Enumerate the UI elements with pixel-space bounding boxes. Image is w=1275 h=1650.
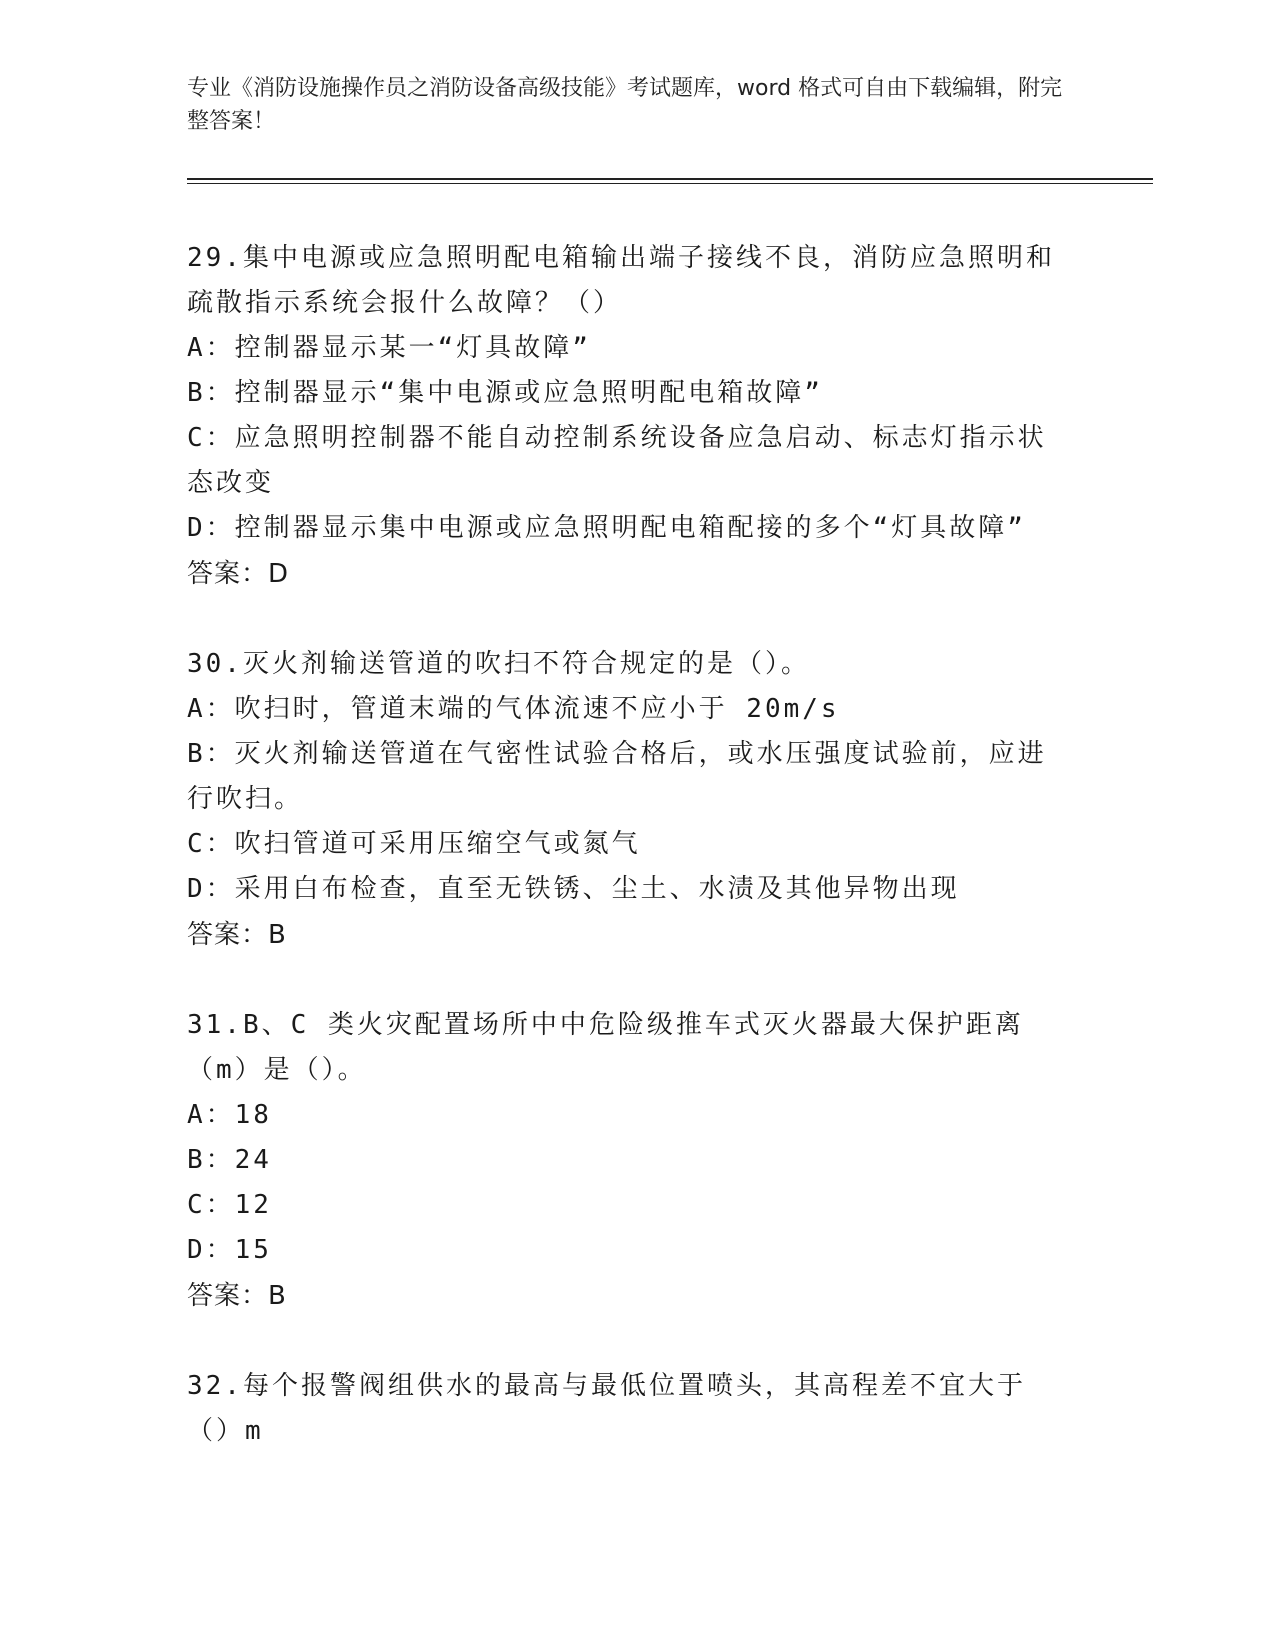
question-stem: 集中电源或应急照明配电箱输出端子接线不良，消防应急照明和疏散指示系统会报什么故障？（） <box>187 243 1055 318</box>
option-a: A：控制器显示某一“灯具故障” <box>187 333 591 363</box>
option-d: D：15 <box>187 1235 272 1265</box>
page-header: 专业《消防设施操作员之消防设备高级技能》考试题库，word 格式可自由下载编辑，附完整答案！ <box>187 76 1063 134</box>
question-number: 31. <box>187 1010 243 1040</box>
header-divider-thin <box>187 183 1153 184</box>
answer: 答案：B <box>187 1281 287 1311</box>
option-d: D：控制器显示集中电源或应急照明配电箱配接的多个“灯具故障” <box>187 513 1026 543</box>
answer: 答案：B <box>187 920 287 950</box>
question-stem: B、C 类火灾配置场所中中危险级推车式灭火器最大保护距离（m）是（）。 <box>187 1010 1024 1085</box>
option-a: A：18 <box>187 1100 272 1130</box>
question-number: 30. <box>187 649 243 679</box>
question-text <box>187 642 1067 687</box>
question-number: 29. <box>187 243 243 273</box>
question-31 <box>187 1003 1067 1319</box>
question-text <box>187 1003 1067 1093</box>
question-text <box>187 236 1067 326</box>
option-d: D：采用白布检查，直至无铁锈、尘土、水渍及其他异物出现 <box>187 874 960 904</box>
question-text <box>187 1364 1067 1454</box>
option-c: C：12 <box>187 1190 272 1220</box>
question-list <box>187 236 1067 1499</box>
question-stem: 每个报警阀组供水的最高与最低位置喷头，其高程差不宜大于（）m <box>187 1371 1026 1446</box>
option-b: B：24 <box>187 1145 272 1175</box>
header-divider <box>187 178 1153 180</box>
answer: 答案：D <box>187 559 290 589</box>
option-b: B：灭火剂输送管道在气密性试验合格后，或水压强度试验前，应进行吹扫。 <box>187 739 1047 814</box>
question-32 <box>187 1364 1067 1454</box>
question-30 <box>187 642 1067 958</box>
question-29 <box>187 236 1067 597</box>
question-stem: 灭火剂输送管道的吹扫不符合规定的是（）。 <box>242 649 810 679</box>
option-b: B：控制器显示“集中电源或应急照明配电箱故障” <box>187 378 823 408</box>
option-c: C：吹扫管道可采用压缩空气或氮气 <box>187 829 641 859</box>
question-number: 32. <box>187 1371 243 1401</box>
option-a: A：吹扫时，管道末端的气体流速不应小于 20m/s <box>187 694 840 724</box>
option-c: C：应急照明控制器不能自动控制系统设备应急启动、标志灯指示状态改变 <box>187 423 1047 498</box>
